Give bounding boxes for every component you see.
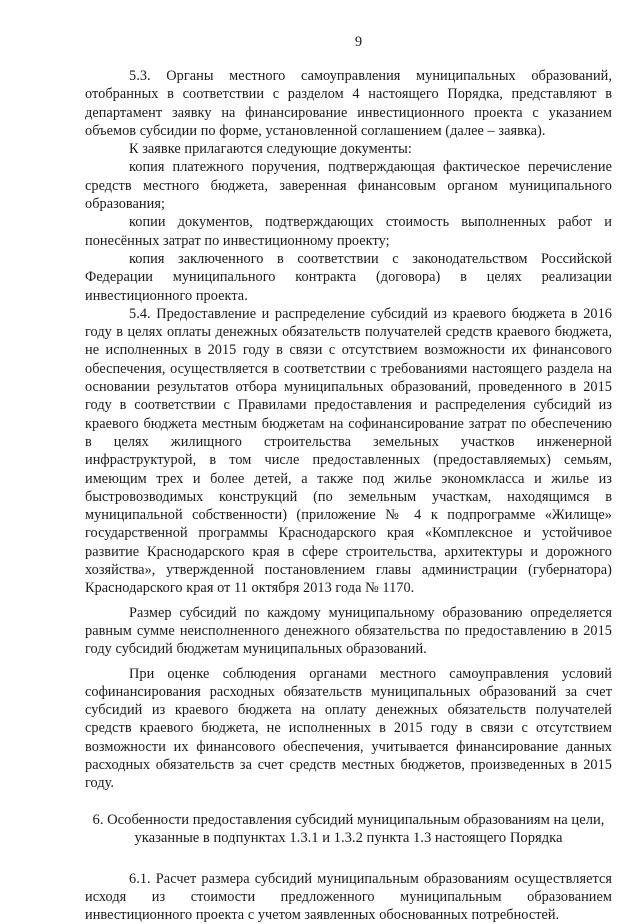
paragraph-work-cost-copies: копии документов, подтверждающих стоимость выполненных работ и понесённых затрат по инвестиционному проекту; (85, 214, 612, 249)
section-6-heading (85, 811, 612, 848)
page-number: 9 (354, 34, 363, 50)
paragraph-cofinancing-assessment: При оценке соблюдения органами местного самоуправления условий софинансирования расходных обязательств муниципальных образований за счет субсидий из краевого бюджета на оплату денежных обязательств получателей средств краевого бюджета, не исполненных в 2015 году в связи с отсутствием возможности их финансового обеспечения, учитывается финансирование данных расходных обязательств за счет средств местных бюджетов, произведенных в 2015 году. (85, 665, 612, 792)
paragraph-5-3: 5.3. Органы местного самоуправления муниципальных образований, отобранных в соответствии с разделом 4 настоящего Порядка, представляют в департамент заявку на финансирование инвестиционного проекта с указанием объемов субсидии по форме, установленной соглашением (далее – заявка). (85, 68, 612, 139)
paragraph-subsidy-size: Размер субсидий по каждому муниципальному образованию определяется равным сумме неисполненного денежного обязательства по предоставлению в 2015 году субсидий бюджетам муниципальных образований. (85, 604, 612, 658)
paragraph-payment-order-copy: копия платежного поручения, подтверждающая фактическое перечисление средств местного бюджета, заверенная финансовым органом муниципального образования; (85, 159, 612, 213)
paragraph-6-1: 6.1. Расчет размера субсидий муниципальным образованиям осуществляется исходя из стоимости предложенного муниципальным образованием инвестиционного проекта с учетом заявленных обоснованных потребностей. (85, 870, 612, 924)
paragraph-5-4: 5.4. Предоставление и распределение субсидий из краевого бюджета в 2016 году в целях оплаты денежных обязательств получателей средств краевого бюджета, не исполненных в 2015 году в связи с отсутствием возможности их финансового обеспечения, осуществляется в соответствии с требованиями настоящего раздела на основании результатов отбора муниципальных образований, проведенного в 2015 году в соответствии с Правилами предоставления и распределения субсидий из краевого бюджета местным бюджетам на софинансирование затрат по обеспечению в целях жилищного строительства земельных участков инженерной инфраструктурой, в том числе предоставленных (предоставляемых) семьям, имеющим трех и более детей, а также под жилье экономкласса и жилье из быстровозводимых конструкций (по земельным участкам, находящимся в муниципальной собственности) (приложение № 4 к подпрограмме «Жилище» государственной программы Краснодарского края «Комплексное и устойчивое развитие Краснодарского края в сфере строительства, архитектуры и дорожного хозяйства», утвержденной постановлением главы администрации (губернатора) Краснодарского края от 11 октября 2013 года № 1170. (85, 305, 612, 597)
section-6-heading-line-1: 6. Особенности предоставления субсидий муниципальным образованиям на цели, (92, 811, 605, 828)
paragraph-attachments-intro: К заявке прилагаются следующие документы: (129, 141, 412, 158)
section-6-heading-line-2: указанные в подпунктах 1.3.1 и 1.3.2 пункта 1.3 настоящего Порядка (134, 830, 563, 847)
paragraph-contract-copy: копия заключенного в соответствии с законодательством Российской Федерации муниципального контракта (договора) в целях реализации инвестиционного проекта. (85, 250, 612, 304)
